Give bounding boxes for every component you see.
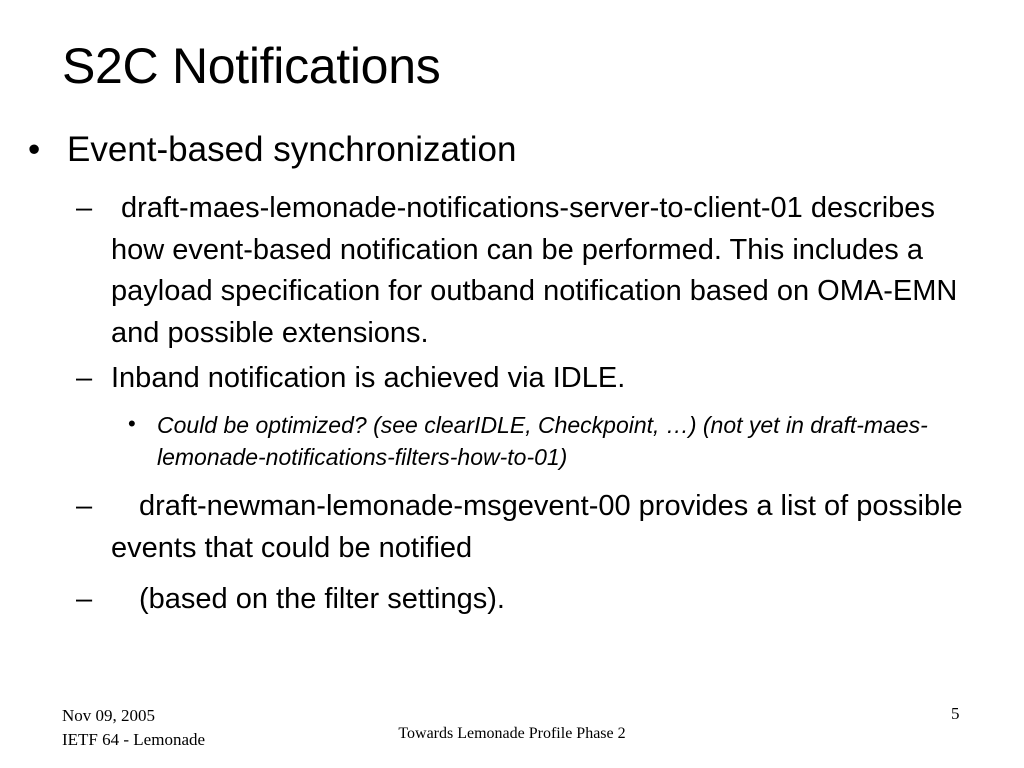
subbullet-msgevent-draft: [76, 486, 996, 569]
footer-date: Nov 09, 2005: [62, 706, 156, 725]
slide-title: S2C Notifications: [62, 38, 441, 94]
subsubbullet-text: Could be optimized? (see clearIDLE, Checkpoint, …) (not yet in draft-maes-lemonade-notifications-filters-how-to-01): [157, 412, 928, 470]
subbullet-text-wrap: [76, 486, 996, 569]
bullet-marker: •: [28, 130, 41, 169]
subsubbullet-optimized: [128, 409, 968, 473]
subbullet-marker: –: [76, 490, 93, 522]
page-number: 5: [951, 704, 960, 723]
subbullet-marker: –: [76, 192, 93, 224]
subbullet-marker: –: [76, 362, 93, 394]
bullet-text: Event-based synchronization: [67, 130, 517, 169]
subbullet-text: Inband notification is achieved via IDLE.: [111, 362, 626, 394]
subbullet-inband-idle: [76, 358, 996, 400]
subbullet-text: draft-maes-lemonade-notifications-server-to-client-01 describes how event-based notification can be performed. This includes a payload specification for outband notification based on OMA-EMN and possible extensions.: [111, 192, 958, 349]
footer-title: Towards Lemonade Profile Phase 2: [398, 725, 626, 742]
footer-event: IETF 64 - Lemonade: [62, 730, 206, 749]
subsubbullet-marker: •: [128, 411, 136, 436]
subbullet-server-to-client-draft: [76, 188, 996, 354]
subbullet-text-wrap: [76, 579, 996, 621]
subbullet-marker: –: [76, 583, 93, 615]
subbullet-text: draft-newman-lemonade-msgevent-00 provides a list of possible events that could be notified: [111, 490, 963, 564]
subbullet-text-wrap: [76, 188, 996, 354]
subbullet-filter-settings: [76, 579, 996, 621]
subbullet-text: (based on the filter settings).: [139, 583, 505, 615]
